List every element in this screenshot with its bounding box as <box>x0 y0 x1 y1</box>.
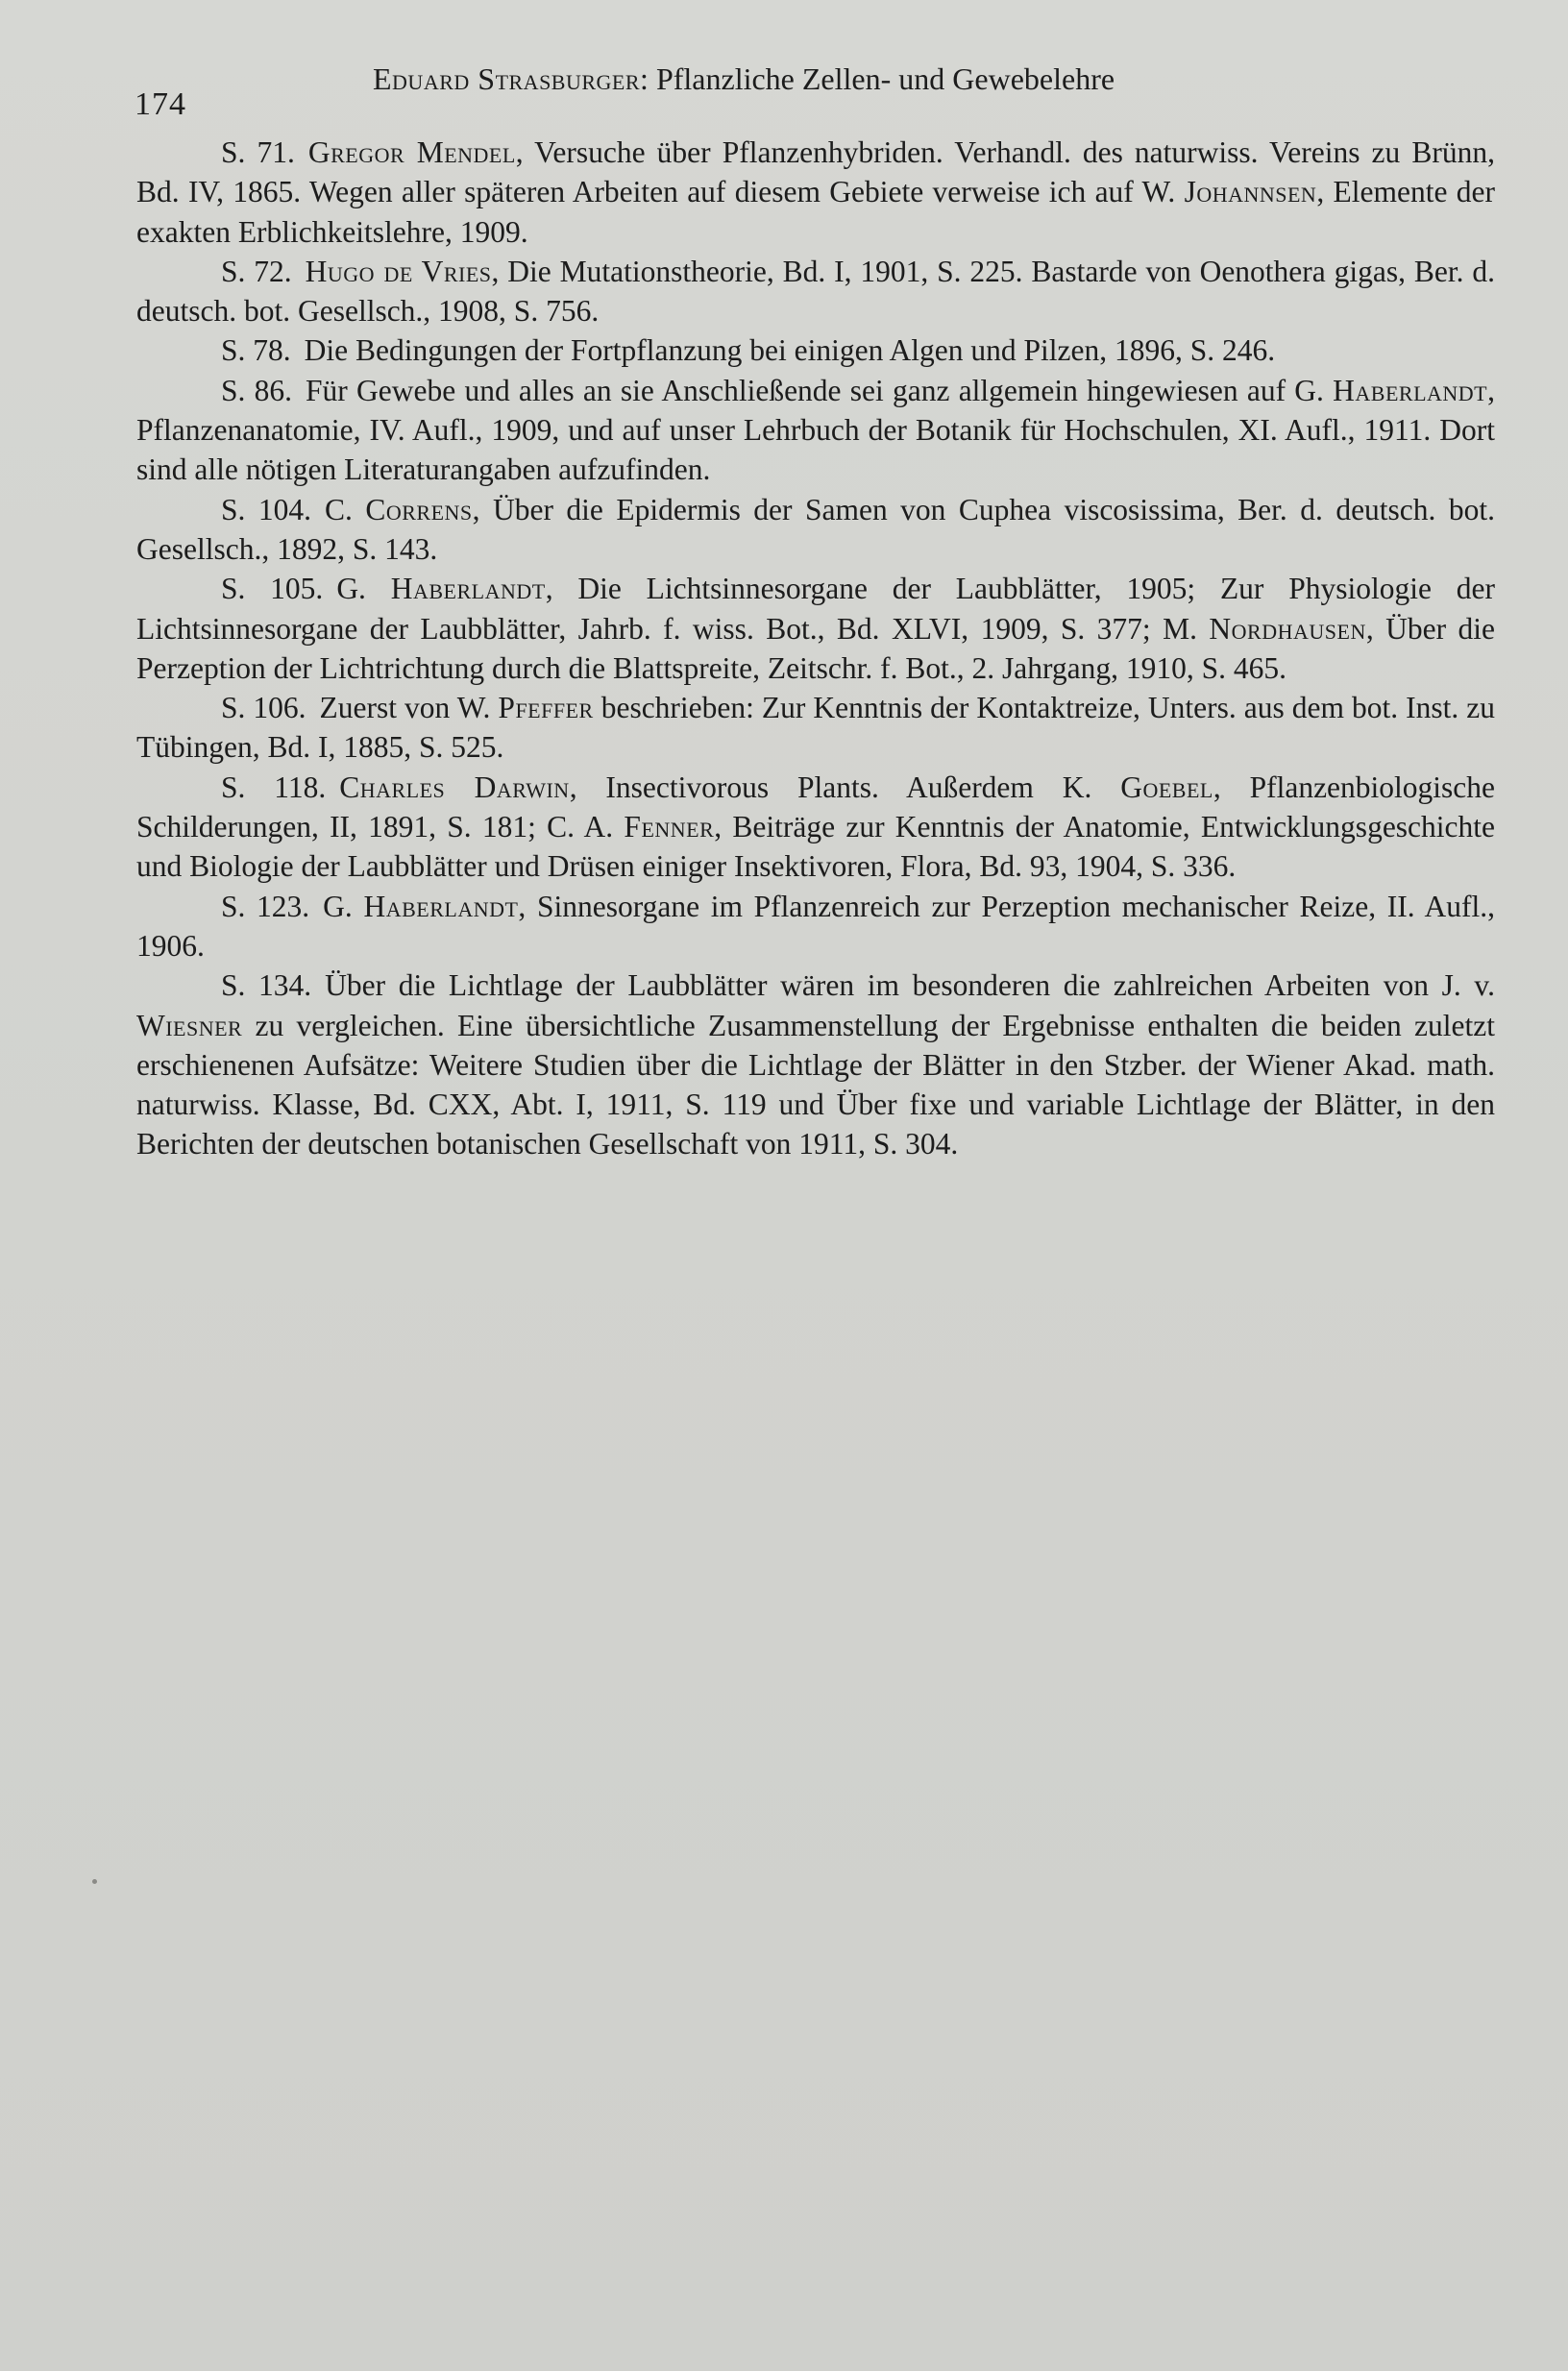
author-name: Pfeffer <box>498 691 594 725</box>
author-name: Fenner <box>624 810 715 844</box>
endnote <box>136 688 1495 768</box>
endnotes-list <box>136 133 1495 1164</box>
endnote-reference: S. 106. <box>221 691 306 725</box>
running-head-author: Eduard Strasburger <box>373 61 641 96</box>
citation-text: G. <box>336 572 391 606</box>
citation-text: , Über die Perzeption der Lichtrichtung durch die Blattspreite, Zeitschr. f. Bot., 2. Jahrgang, 1910, S. 465. <box>136 611 1496 685</box>
citation-text: Für Gewebe und alles an sie Anschließende sei ganz allgemein hingewiesen auf G. <box>306 373 1334 407</box>
endnote-reference: S. 72. <box>221 254 292 288</box>
citation-text: C. <box>324 492 366 526</box>
author-name: Haberlandt <box>363 889 519 923</box>
endnote-reference: S. 104. <box>221 492 311 526</box>
citation-text: Die Bedingungen der Fortpflanzung bei einigen Algen und Pilzen, 1896, S. 246. <box>304 333 1276 368</box>
endnote <box>136 252 1495 331</box>
running-head-title: Pflanzliche Zellen- und Gewebelehre <box>655 61 1115 96</box>
citation-text: , Versuche über Pflanzenhybriden. Verhandl. des naturwiss. Vereins zu Brünn, Bd. IV, 1865. Wegen aller späteren Arbeiten auf diesem Gebiete verweise ich auf W. <box>136 135 1495 209</box>
endnote <box>136 490 1495 570</box>
author-name: Charles Darwin <box>339 770 570 804</box>
endnote <box>136 768 1495 887</box>
endnote-reference: S. 134. <box>221 968 312 1003</box>
endnote-reference: S. 86. <box>221 373 293 407</box>
citation-text: , Über die Epidermis der Samen von Cuphea viscosissima, Ber. d. deutsch. bot. Gesellsch., 1892, S. 143. <box>136 492 1495 566</box>
endnote-reference: S. 71. <box>221 135 295 169</box>
author-name: Hugo de Vries <box>305 254 492 288</box>
citation-text: , Insectivorous Plants. Außerdem K. <box>569 770 1121 804</box>
paper-speck <box>92 1879 97 1884</box>
citation-text: , Pflanzenbiologische Schilderungen, II, 1891, S. 181; C. A. <box>136 770 1496 844</box>
author-name: Haberlandt <box>1333 373 1488 407</box>
endnote <box>136 330 1495 370</box>
author-name: Haberlandt <box>390 572 546 606</box>
author-name: Wiesner <box>136 1008 243 1042</box>
citation-text: , Die Mutationstheorie, Bd. I, 1901, S. 225. Bastarde von Oenothera gigas, Ber. d. deutsch. bot. Gesellsch., 1908, S. 756. <box>136 254 1495 329</box>
running-head <box>373 61 1115 97</box>
citation-text: , Pflanzenanatomie, IV. Aufl., 1909, und auf unser Lehrbuch der Botanik für Hochschulen, XI. Aufl., 1911. Dort sind alle nötigen Literaturangaben aufzufinden. <box>136 373 1495 487</box>
page-header <box>135 60 1268 122</box>
endnote <box>136 966 1495 1163</box>
author-name: Goebel <box>1120 770 1213 804</box>
citation-text: G. <box>323 889 364 923</box>
author-name: Correns <box>365 492 473 526</box>
endnote-reference: S. 118. <box>221 770 327 804</box>
endnote <box>136 887 1495 966</box>
running-head-separator: : <box>640 61 649 96</box>
citation-text: , Sinnesorgane im Pflanzenreich zur Perzeption mechanischer Reize, II. Aufl., 1906. <box>136 889 1495 963</box>
endnote <box>136 569 1495 688</box>
citation-text: , Die Lichtsinnesorgane der Laubblätter, 1905; Zur Physiologie der Lichtsinnesorgane der Laubblätter, Jahrb. f. wiss. Bot., Bd. XLVI, 1909, S. 377; M. <box>136 572 1495 646</box>
citation-text: zu vergleichen. Eine übersichtliche Zusammenstellung der Ergebnisse enthalten die beiden zuletzt erschienenen Aufsätze: Weitere Studien über die Lichtlage der Blätter in den Stzber. der Wiener Akad. math. naturwiss. Klasse, Bd. CXX, Abt. I, 1911, S. 119 und Über fixe und variable Lichtlage der Blätter, in den Berichten der deutschen botanischen Gesellschaft von 1911, S. 304. <box>136 1008 1495 1161</box>
author-name: Gregor Mendel <box>307 135 516 169</box>
endnote-reference: S. 105. <box>221 572 324 606</box>
page-number: 174 <box>135 86 186 122</box>
citation-text: Zuerst von W. <box>319 691 499 725</box>
citation-text: beschrieben: Zur Kenntnis der Kontaktreize, Unters. aus dem bot. Inst. zu Tübingen, Bd. I, 1885, S. 525. <box>136 691 1495 765</box>
author-name: Nordhausen <box>1209 611 1366 646</box>
endnote <box>136 133 1495 252</box>
citation-text: , Elemente der exakten Erblichkeitslehre, 1909. <box>136 175 1495 249</box>
endnote-reference: S. 123. <box>221 889 310 923</box>
endnote <box>136 371 1495 490</box>
citation-text: Über die Lichtlage der Laubblätter wären im besonderen die zahlreichen Arbeiten von J. v. <box>325 968 1495 1003</box>
author-name: Johannsen <box>1184 175 1317 209</box>
endnote-reference: S. 78. <box>221 333 291 368</box>
citation-text: , Beiträge zur Kenntnis der Anatomie, Entwicklungsgeschichte und Biologie der Laubblätter und Drüsen einiger Insektivoren, Flora, Bd. 93, 1904, S. 336. <box>136 810 1496 884</box>
